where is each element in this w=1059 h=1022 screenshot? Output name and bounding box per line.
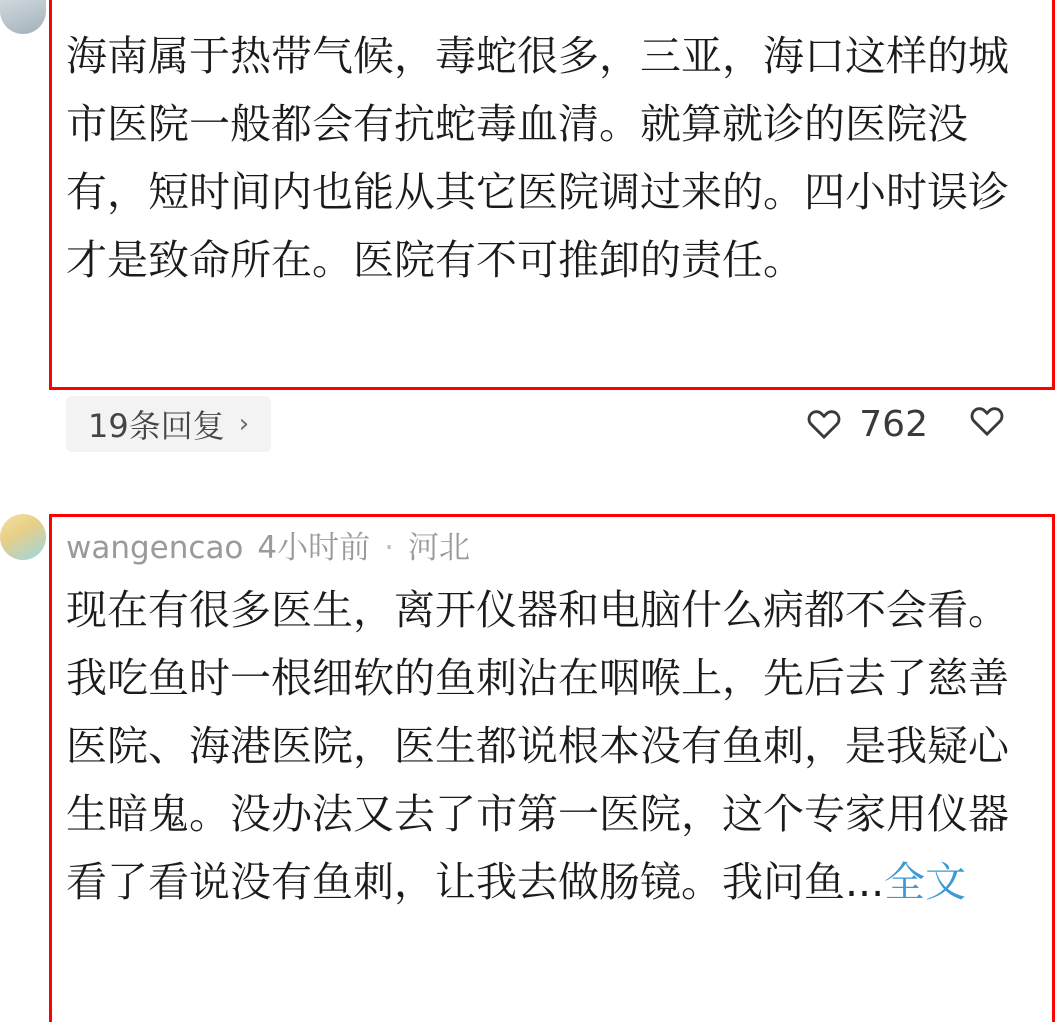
avatar[interactable]	[0, 0, 46, 34]
heart-outline-icon[interactable]	[805, 405, 843, 443]
view-replies-label: 19条回复	[88, 407, 225, 445]
section-divider	[0, 470, 1059, 471]
comment-username[interactable]: wangencao	[66, 530, 244, 566]
avatar[interactable]	[0, 514, 46, 560]
expand-full-text-link[interactable]: 全文	[884, 858, 967, 906]
like-count: 762	[859, 403, 928, 445]
view-replies-button[interactable]	[66, 396, 271, 452]
comment-text: 海南属于热带气候，毒蛇很多，三亚，海口这样的城市医院一般都会有抗蛇毒血清。就算就诊的医院没有，短时间内也能从其它医院调过来的。四小时误诊才是致命所在。医院有不可推卸的责任。	[66, 32, 1009, 284]
chevron-right-icon: ›	[238, 409, 250, 439]
meta-separator: ·	[384, 530, 394, 566]
heart-outline-icon[interactable]	[968, 402, 1006, 440]
comment-location: 河北	[408, 530, 470, 566]
comment-meta	[66, 522, 470, 567]
comment-timestamp: 4小时前	[257, 530, 371, 566]
like-group[interactable]	[805, 396, 928, 452]
comment-actions-row	[66, 396, 1016, 452]
comment-text-wrapper	[66, 576, 1011, 916]
comment-text: 现在有很多医生，离开仪器和电脑什么病都不会看。我吃鱼时一根细软的鱼刺沾在咽喉上，先后去了慈善医院、海港医院，医生都说根本没有鱼刺，是我疑心生暗鬼。没办法又去了市第一医院，这个专家用仪器看了看说没有鱼刺，让我去做肠镜。我问鱼...	[66, 586, 1009, 906]
